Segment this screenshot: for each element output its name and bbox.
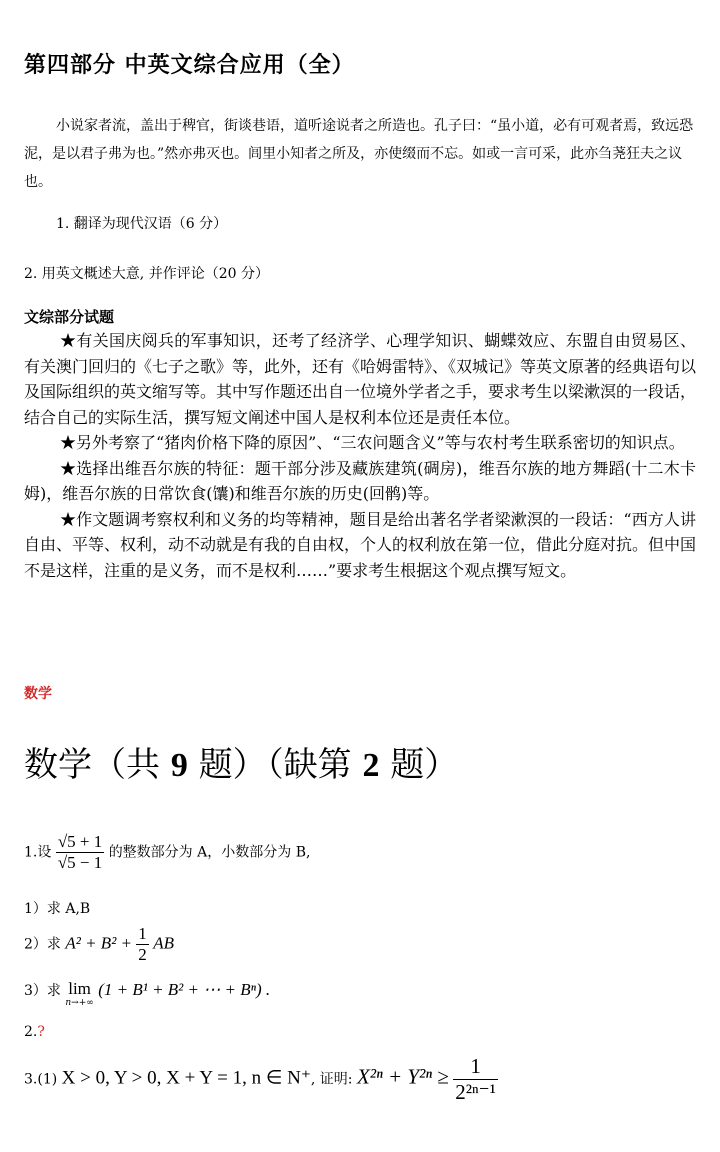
section-body <box>24 328 696 583</box>
math-label: 数学 <box>24 686 52 702</box>
question-2: 2. 用英文概述大意, 并作评论（20 分） <box>24 266 269 282</box>
math-question-1b: 2）求 A² + B² + $\frac{1}{2}$ AB <box>24 924 174 964</box>
section-title: 文综部分试题 <box>24 308 115 326</box>
fraction: $\frac{1}{2}$ <box>138 924 147 964</box>
math-question-3: 3.(1) X > 0, Y > 0, X + Y = 1, n ∈ N⁺, 证明: X²ⁿ + Y²ⁿ ≥ $\frac{1}{\text{2²ⁿ⁻¹}}$ <box>24 1054 496 1104</box>
page-heading: 第四部分 中英文综合应用（全） <box>24 53 355 78</box>
math-question-1c: 3）求 lim n→+∞ (1 + B¹ + B² + ⋯ + Bⁿ) . <box>24 979 271 1008</box>
question-1: 1. 翻译为现代汉语（6 分） <box>56 216 228 232</box>
math-question-2: 2.? <box>24 1024 45 1040</box>
math-question-1: 1.设 $\frac{√5 + 1}{√5 - 1}$ 的整数部分为 A，小数部分为 B, <box>24 832 311 872</box>
paragraph: ★有关国庆阅兵的军事知识，还考了经济学、心理学知识、蝴蝶效应、东盟自由贸易区、有关澳门回归的《七子之歌》等，此外，还有《哈姆雷特》、《双城记》等英文原著的经典语句以及国际组织的英文缩写等。其中写作题还出自一位境外学者之手，要求考生以梁漱溟的一段话，结合自己的实际生活，撰写短文阐述中国人是权利本位还是责任本位。 <box>24 331 697 427</box>
fraction: $\frac{√5 + 1}{√5 - 1}$ <box>57 832 103 872</box>
math-heading: 数学（共 9 题）（缺第 2 题） <box>24 745 459 785</box>
math-question-1a: 1）求 A,B <box>24 901 91 917</box>
missing-mark: ? <box>37 1024 45 1040</box>
paragraph: ★选择出维吾尔族的特征：题干部分涉及藏族建筑(碉房)，维吾尔族的地方舞蹈(十二木卡姆)，维吾尔族的日常饮食(馕)和维吾尔族的历史(回鹘)等。 <box>24 458 696 503</box>
fraction: $\frac{1}{\text{2²ⁿ⁻¹}}$ <box>455 1054 496 1104</box>
paragraph: ★另外考察了“猪肉价格下降的原因”、“三农问题含义”等与农村考生联系密切的知识点。 <box>60 433 685 452</box>
classical-passage <box>24 112 696 196</box>
classical-text: 小说家者流，盖出于稗官，街谈巷语，道听途说者之所造也。孔子曰：“虽小道，必有可观者焉，致远恐泥，是以君子弗为也。”然亦弗灭也。闾里小知者之所及，亦使缀而不忘。如或一言可采，此亦刍荛狂夫之议也。 <box>24 118 694 190</box>
limit: lim n→+∞ <box>65 979 94 1008</box>
paragraph: ★作文题调考察权利和义务的均等精神，题目是给出著名学者梁漱溟的一段话：“西方人讲自由、平等、权利，动不动就是有我的自由权，个人的权利放在第一位，借此分庭对抗。但中国不是这样，注重的是义务，而不是权利……”要求考生根据这个观点撰写短文。 <box>24 509 697 580</box>
